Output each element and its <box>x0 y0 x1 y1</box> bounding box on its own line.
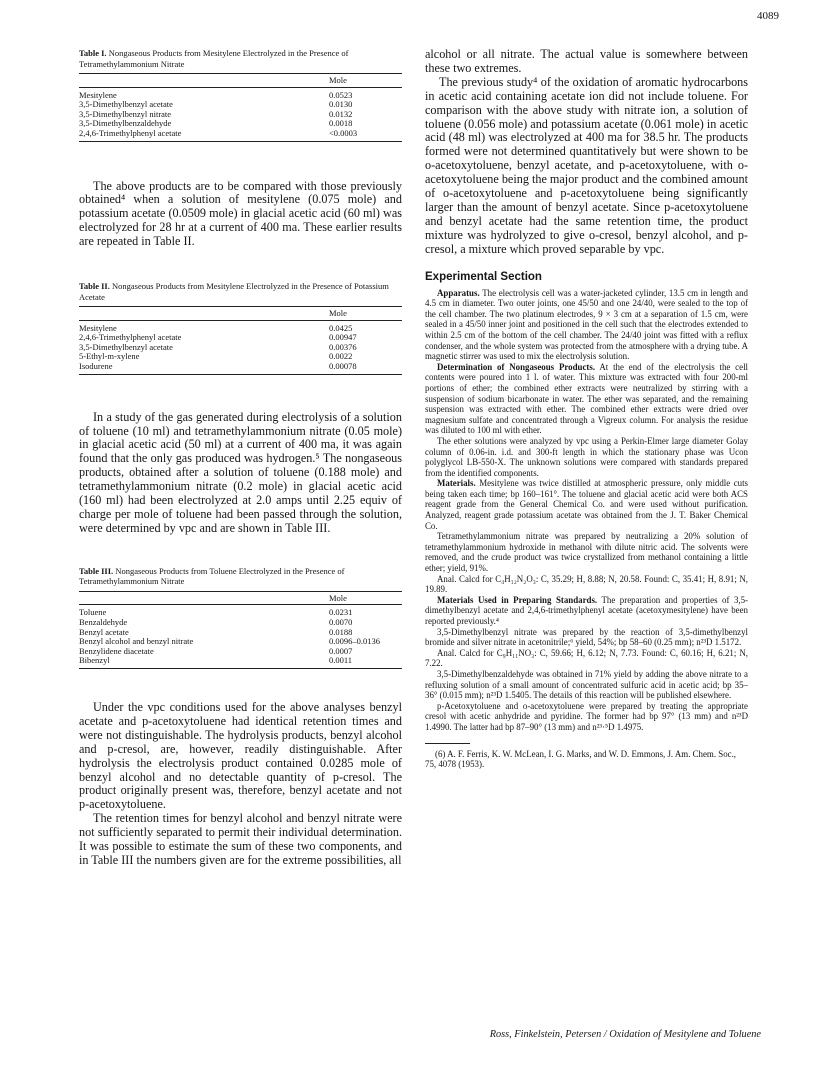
table-row <box>79 656 402 668</box>
table-row <box>79 605 402 618</box>
paragraph-text: Anal. Calcd for C₉H₁₁NO₃: C, 59.66; H, 6.12; N, 7.73. Found: C, 60.16; H, 6.21; N, 7.22. <box>425 647 748 669</box>
compound-name: 3,5-Dimethylbenzyl nitrate <box>79 108 172 119</box>
paragraph-text: 3,5-Dimethylbenzyl nitrate was prepared by the reaction of 3,5-dimethylbenzyl bromide and silver nitrate in acetonitrile;⁶ yield, 54%; bp 58–60 (0.25 mm); n²³D 1.5172. <box>425 626 748 648</box>
experimental-paragraph <box>425 701 748 733</box>
right-column <box>425 48 748 770</box>
running-footer: Ross, Finkelstein, Petersen / Oxidation of Mesitylene and Toluene <box>489 1029 761 1040</box>
paragraph: The previous study⁴ of the oxidation of aromatic hydrocarbons in acetic acid containing acetate ion did not include toluene. For comparison with the above study with nitrate ion, a solution of toluene (0.056 mole) and potassium acetate (0.061 mole) in acetic acid (48 ml) was electrolyzed at 400 ma for 38.5 hr. The products formed were not determined quantitatively but were shown to be o-acetoxytoluene, benzyl acetate, and p-acetoxytoluene, with o-acetoxytoluene being the major product and the combined amount of o-acetoxytoluene and p-acetoxytoluene being significantly larger than the amount of benzyl acetate. Since p-acetoxytoluene and benzyl acetate had the same retention time, the product mixture was hydrolyzed to give o-cresol, benzyl alcohol, and p-cresol, a mixture which proved separable by vpc. <box>425 74 748 256</box>
paragraph-text: The ether solutions were analyzed by vpc using a Perkin-Elmer large diameter Golay column of 0.06-in. i.d. and 300-ft length in which the stationary phase was Ucon polyglycol LB-550-X. The unknown solutions were compared with standards prepared from the identified components. <box>425 435 748 478</box>
compound-name: 2,4,6-Trimethylphenyl acetate <box>79 332 182 343</box>
compound-name: Benzaldehyde <box>79 617 128 627</box>
table-3-caption-text: Nongaseous Products from Toluene Electrolyzed in the Presence of Tetramethylammonium Nitrate <box>79 565 345 587</box>
paragraph-text: Anal. Calcd for C₄H₁₂N₂O₃: C, 35.29; H, 8.88; N, 20.58. Found: C, 35.41; H, 8.91; N, 19.89. <box>425 573 748 595</box>
paragraph: Under the vpc conditions used for the above analyses benzyl acetate and p-acetoxytoluene had identical retention times and were not distinguishable. The hydrolysis products, benzyl alcohol and p-cresol, are, however, readily distinguishable. After hydrolysis the electrolysis product contained 0.0285 mole of benzyl alcohol and no detectable quantity of p-cresol. The product originally present was, therefore, benzyl acetate and not p-acetoxytoluene. <box>79 699 402 812</box>
run-in-heading: Materials. <box>437 478 476 489</box>
experimental-paragraph <box>425 574 748 595</box>
compound-name: Benzylidene diacetate <box>79 645 154 656</box>
mole-value: 0.0007 <box>329 645 353 656</box>
table-3-header: Mole <box>329 591 402 605</box>
table-row <box>79 647 402 657</box>
experimental-paragraph <box>425 669 748 701</box>
table-3 <box>79 566 402 669</box>
compound-name: Benzyl acetate <box>79 626 129 637</box>
paragraph: The above products are to be compared with those previously obtained⁴ when a solution of mesitylene (0.075 mole) and potassium acetate (0.0509 mole) in glacial acetic acid (60 ml) was electrolyzed for 28 hr at a current of 400 ma. These earlier results are repeated in Table II. <box>79 178 402 249</box>
paragraph-text: The preparation and properties of 3,5-dimethylbenzyl acetate and 2,4,6-trimethylphenyl acetate (acetoxymesitylene) have been reported previously.⁴ <box>425 594 748 626</box>
compound-name: Toluene <box>79 607 107 618</box>
table-1-label: Table I. <box>79 48 107 58</box>
mole-value: 0.0130 <box>329 99 353 110</box>
paragraph-text: At the end of the electrolysis the cell contents were poured into 1 l. of water. This mixture was extracted with four 200-ml portions of ether; the combined ether extracts were neutralized by stirring with a suspension of sodium bicarbonate in water. The ether was separated, and the remaining suspension was extracted with ether. The combined ether extracts were dried over magnesium sulfate and concentrated through a Vigreux column. For analysis the residue was diluted to 100 ml with ether. <box>425 361 748 436</box>
table-2-header: Mole <box>329 307 402 321</box>
section-title: Experimental Section <box>425 270 542 283</box>
paragraph-text: Mesitylene was twice distilled at atmospheric pressure, only middle cuts being taken each time; bp 160–161°. The toluene and glacial acetic acid were both ACS reagent grade from the General Chemical Co. and were used without purification. Analyzed, reagent grade potassium acetate was obtained from the J. T. Baker Chemical Co. <box>425 478 748 531</box>
compound-name: 3,5-Dimethylbenzaldehyde <box>79 118 172 129</box>
compound-name: Isodurene <box>79 362 329 374</box>
table-1-caption <box>79 48 402 69</box>
table-row <box>79 129 402 141</box>
table-3-caption <box>79 566 402 587</box>
compound-name: 3,5-Dimethylbenzyl acetate <box>79 341 173 352</box>
table-2 <box>79 281 402 375</box>
paragraph-text: Tetramethylammonium nitrate was prepared by neutralizing a 20% solution of tetramethylammonium hydroxide in methanol with dilute nitric acid. The solvents were removed, and the crude product was twice crystallized from methanol containing a little ether; yield, 91%. <box>425 531 748 574</box>
table-1-caption-text: Nongaseous Products from Mesitylene Electrolyzed in the Presence of Tetramethylammonium Nitrate <box>79 48 349 69</box>
left-column <box>79 48 402 868</box>
mole-value: 0.0132 <box>329 108 353 119</box>
mole-value: 0.0070 <box>329 617 353 627</box>
mole-value: 0.00078 <box>329 362 402 374</box>
mole-value: 0.00947 <box>329 332 357 343</box>
table-1 <box>79 48 402 142</box>
mole-value: 0.0096–0.0136 <box>329 636 380 647</box>
mole-value: 0.0425 <box>329 322 353 333</box>
experimental-paragraph <box>425 362 748 436</box>
paragraph: alcohol or all nitrate. The actual value is somewhere between these two extremes. <box>425 47 748 75</box>
compound-name: Benzyl alcohol and benzyl nitrate <box>79 636 194 647</box>
experimental-paragraph <box>425 288 748 362</box>
compound-name: Mesitylene <box>79 89 117 100</box>
footnote: (6) A. F. Ferris, K. W. McLean, I. G. Marks, and W. D. Emmons, J. Am. Chem. Soc., 75, 4078 (1953). <box>425 748 737 770</box>
run-in-heading: Apparatus. <box>437 287 480 298</box>
paragraph: The retention times for benzyl alcohol and benzyl nitrate were not sufficiently separated to permit their individual determination. It was possible to estimate the sum of these two components, and in Table III the numbers given are for the extreme possibilities, all <box>79 811 402 867</box>
mole-value: 0.0523 <box>329 89 353 100</box>
experimental-section <box>425 288 748 733</box>
compound-name: Mesitylene <box>79 322 117 333</box>
paragraph-text: 3,5-Dimethylbenzaldehyde was obtained in 71% yield by adding the above nitrate to a refluxing solution of a small amount of concentrated sulfuric acid in acetic acid; bp 35–36° (0.015 mm); n²³D 1.5405. The details of this reaction will be published elsewhere. <box>425 668 748 701</box>
experimental-paragraph <box>425 627 748 648</box>
mole-value: 0.0018 <box>329 118 353 129</box>
footnote-rule <box>425 743 470 744</box>
table-1-header: Mole <box>329 74 402 88</box>
table-3-grid <box>79 591 402 669</box>
compound-name: 5-Ethyl-m-xylene <box>79 351 140 362</box>
run-in-heading: Determination of Nongaseous Products. <box>437 361 596 372</box>
mole-value: 0.0188 <box>329 626 353 637</box>
experimental-paragraph <box>425 436 748 478</box>
table-row <box>79 362 402 374</box>
mole-value: 0.0011 <box>329 656 402 668</box>
paragraph-text: p-Acetoxytoluene and o-acetoxytoluene were prepared by treating the appropriate cresol with acetic anhydride and pyridine. The former had bp 97° (13 mm) and n²³D 1.4990. The latter had bp 87–90° (13 mm) and n²³·⁵D 1.4975. <box>425 700 748 732</box>
paragraph-text: The electrolysis cell was a water-jacketed cylinder, 13.5 cm in length and 4.5 cm in diameter. Two outer joints, one 45/50 and one 24/40, were sealed to the top of the cell chamber. The two platinum electrodes, 9 × 3 cm at a separation of 1.5 cm, were sealed in a 45/50 inner joint and positioned in the cell such that the electrodes extended to within 2.5 cm of the bottom of the cell chamber. The 24/40 joint was fitted with a reflux condenser, and the whole system was protected from the atmosphere with a drying tube. A magnetic stirrer was used to mix the electrolysis solution. <box>425 287 748 362</box>
table-1-grid <box>79 73 402 142</box>
table-2-caption <box>79 281 402 302</box>
experimental-paragraph <box>425 478 748 531</box>
mole-value: 0.00376 <box>329 341 357 352</box>
experimental-paragraph <box>425 648 748 669</box>
mole-value: <0.0003 <box>329 129 402 141</box>
page-number: 4089 <box>757 10 779 22</box>
compound-name: 3,5-Dimethylbenzyl acetate <box>79 99 173 110</box>
compound-name: 2,4,6-Trimethylphenyl acetate <box>79 129 329 141</box>
experimental-paragraph <box>425 531 748 573</box>
paragraph: In a study of the gas generated during electrolysis of a solution of toluene (10 ml) and tetramethylammonium nitrate (0.05 mole) in glacial acetic acid (50 ml) at a current of 400 ma, it was again found that the only gas produced was hydrogen.⁵ The nongaseous products, obtained after a solution of toluene (0.188 mole) and tetramethylammonium nitrate (0.2 mole) in glacial acetic acid (160 ml) had been electrolyzed at 2.0 amps until 2.25 equiv of charge per mole of toluene had been passed through the solution, were determined by vpc and are shown in Table III. <box>79 409 402 535</box>
experimental-paragraph <box>425 595 748 627</box>
compound-name: Bibenzyl <box>79 656 329 668</box>
table-2-caption-text: Nongaseous Products from Mesitylene Electrolyzed in the Presence of Potassium Acetate <box>79 281 389 302</box>
table-3-label: Table III. <box>79 565 114 576</box>
mole-value: 0.0022 <box>329 351 353 362</box>
mole-value: 0.0231 <box>329 607 353 618</box>
run-in-heading: Materials Used in Preparing Standards. <box>437 594 598 605</box>
table-2-label: Table II. <box>79 281 110 292</box>
table-2-grid <box>79 306 402 375</box>
